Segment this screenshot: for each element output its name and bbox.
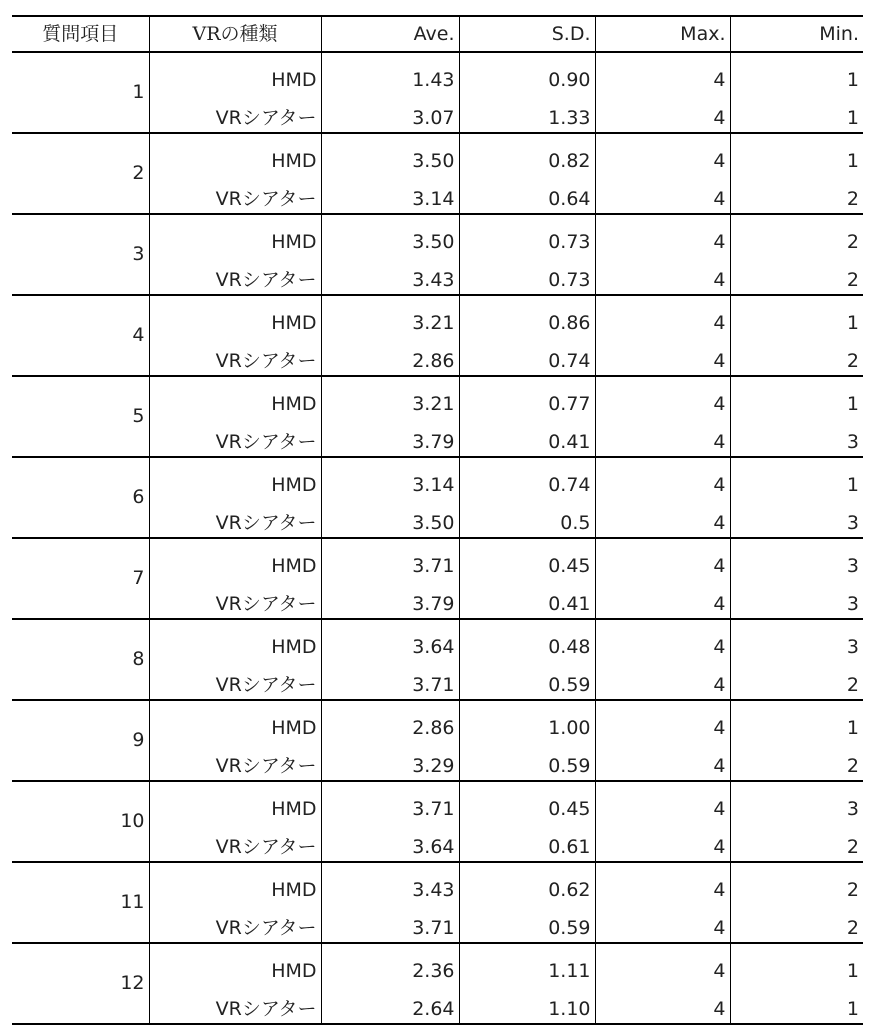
question-number: 4 — [12, 295, 149, 376]
cell-sd: 0.59 — [459, 658, 595, 700]
question-number: 10 — [12, 781, 149, 862]
cell-ave: 1.43 — [321, 52, 459, 91]
cell-min: 1 — [730, 91, 863, 133]
cell-vr-type: HMD — [149, 52, 321, 91]
cell-min: 3 — [846, 798, 859, 820]
cell-vr-type: HMD — [149, 295, 321, 334]
cell-vr-type: HMD — [149, 619, 321, 658]
cell-vr-type: VRシアター — [149, 982, 321, 1024]
cell-min: 2 — [730, 253, 863, 295]
cell-max: 4 — [595, 538, 730, 577]
header-vr-type: VRの種類 — [149, 16, 321, 52]
cell-max: 4 — [595, 214, 730, 253]
table-row — [12, 52, 863, 91]
cell-max: 4 — [595, 133, 730, 172]
cell-max: 4 — [595, 658, 730, 700]
cell-min: 1 — [846, 960, 859, 982]
cell-sd: 0.45 — [459, 781, 595, 820]
cell-ave: 3.14 — [321, 172, 459, 214]
results-table-container — [12, 15, 863, 1025]
cell-min: 2 — [846, 231, 859, 253]
cell-sd: 0.82 — [459, 133, 595, 172]
cell-max: 4 — [595, 943, 730, 982]
cell-min: 3 — [846, 555, 859, 577]
cell-max: 4 — [595, 295, 730, 334]
cell-ave: 3.21 — [321, 376, 459, 415]
cell-vr-type: VRシアター — [149, 172, 321, 214]
table-row — [12, 538, 863, 577]
question-number: 2 — [12, 133, 149, 214]
question-number: 11 — [12, 862, 149, 943]
header-max: Max. — [595, 16, 730, 52]
cell-ave: 3.79 — [321, 415, 459, 457]
cell-max: 4 — [595, 172, 730, 214]
table-row — [12, 700, 863, 739]
cell-max: 4 — [595, 496, 730, 538]
cell-vr-type: HMD — [149, 376, 321, 415]
cell-min: 1 — [846, 717, 859, 739]
cell-min: 1 — [846, 393, 859, 415]
cell-vr-type: VRシアター — [149, 820, 321, 862]
cell-max: 4 — [595, 820, 730, 862]
cell-vr-type: VRシアター — [149, 334, 321, 376]
table-row — [12, 457, 863, 496]
cell-max: 4 — [595, 781, 730, 820]
cell-max: 4 — [595, 415, 730, 457]
cell-min: 3 — [730, 496, 863, 538]
cell-ave: 3.14 — [321, 457, 459, 496]
cell-min: 2 — [846, 879, 859, 901]
question-number: 8 — [12, 619, 149, 700]
question-number: 6 — [12, 457, 149, 538]
cell-vr-type: VRシアター — [149, 253, 321, 295]
cell-min: 1 — [846, 69, 859, 91]
cell-ave: 2.86 — [321, 700, 459, 739]
cell-max: 4 — [595, 901, 730, 943]
cell-min: 1 — [846, 150, 859, 172]
cell-vr-type: HMD — [149, 943, 321, 982]
table-row — [12, 619, 863, 658]
cell-ave: 2.64 — [321, 982, 459, 1024]
header-sd: S.D. — [459, 16, 595, 52]
cell-vr-type: HMD — [149, 133, 321, 172]
question-number: 3 — [12, 214, 149, 295]
cell-ave: 3.07 — [321, 91, 459, 133]
header-ave: Ave. — [321, 16, 459, 52]
cell-min: 3 — [730, 415, 863, 457]
cell-max: 4 — [595, 253, 730, 295]
cell-sd: 0.74 — [459, 334, 595, 376]
cell-min: 3 — [846, 636, 859, 658]
cell-max: 4 — [595, 376, 730, 415]
cell-min: 2 — [730, 739, 863, 781]
cell-max: 4 — [595, 739, 730, 781]
cell-sd: 0.45 — [459, 538, 595, 577]
cell-sd: 0.59 — [459, 901, 595, 943]
cell-ave: 3.43 — [321, 253, 459, 295]
cell-ave: 3.79 — [321, 577, 459, 619]
cell-ave: 3.71 — [321, 538, 459, 577]
cell-max: 4 — [595, 457, 730, 496]
question-number: 12 — [12, 943, 149, 1024]
cell-sd: 0.62 — [459, 862, 595, 901]
table-row — [12, 781, 863, 820]
cell-ave: 3.21 — [321, 295, 459, 334]
header-min: Min. — [730, 16, 863, 52]
cell-ave: 3.29 — [321, 739, 459, 781]
table-row — [12, 862, 863, 901]
cell-max: 4 — [595, 334, 730, 376]
cell-ave: 3.64 — [321, 619, 459, 658]
cell-sd: 0.59 — [459, 739, 595, 781]
question-number: 1 — [12, 52, 149, 133]
table-row — [12, 943, 863, 982]
cell-sd: 0.73 — [459, 214, 595, 253]
cell-vr-type: VRシアター — [149, 91, 321, 133]
cell-min: 2 — [730, 901, 863, 943]
question-number: 9 — [12, 700, 149, 781]
cell-ave: 3.50 — [321, 214, 459, 253]
cell-vr-type: HMD — [149, 538, 321, 577]
cell-vr-type: HMD — [149, 457, 321, 496]
table-row — [12, 133, 863, 172]
cell-vr-type: VRシアター — [149, 658, 321, 700]
cell-sd: 0.5 — [459, 496, 595, 538]
cell-max: 4 — [595, 862, 730, 901]
cell-ave: 3.50 — [321, 496, 459, 538]
cell-sd: 0.41 — [459, 415, 595, 457]
results-table — [12, 15, 863, 1025]
cell-max: 4 — [595, 619, 730, 658]
cell-vr-type: HMD — [149, 781, 321, 820]
cell-min: 2 — [730, 820, 863, 862]
cell-sd: 0.73 — [459, 253, 595, 295]
cell-sd: 1.33 — [459, 91, 595, 133]
cell-ave: 3.64 — [321, 820, 459, 862]
table-row — [12, 214, 863, 253]
question-number: 5 — [12, 376, 149, 457]
question-number: 7 — [12, 538, 149, 619]
cell-vr-type: VRシアター — [149, 577, 321, 619]
cell-sd: 1.10 — [459, 982, 595, 1024]
cell-sd: 0.74 — [459, 457, 595, 496]
cell-vr-type: VRシアター — [149, 901, 321, 943]
cell-vr-type: VRシアター — [149, 496, 321, 538]
cell-vr-type: VRシアター — [149, 739, 321, 781]
cell-ave: 3.71 — [321, 901, 459, 943]
cell-sd: 0.48 — [459, 619, 595, 658]
cell-min: 1 — [730, 982, 863, 1024]
table-body — [12, 52, 863, 1024]
table-header-row — [12, 16, 863, 52]
cell-ave: 3.50 — [321, 133, 459, 172]
cell-sd: 0.86 — [459, 295, 595, 334]
cell-vr-type: HMD — [149, 214, 321, 253]
cell-ave: 3.43 — [321, 862, 459, 901]
cell-sd: 1.11 — [459, 943, 595, 982]
cell-max: 4 — [595, 52, 730, 91]
cell-ave: 2.86 — [321, 334, 459, 376]
cell-min: 2 — [730, 172, 863, 214]
cell-ave: 3.71 — [321, 658, 459, 700]
cell-max: 4 — [595, 700, 730, 739]
cell-sd: 1.00 — [459, 700, 595, 739]
cell-ave: 3.71 — [321, 781, 459, 820]
cell-min: 2 — [730, 334, 863, 376]
table-row — [12, 295, 863, 334]
cell-max: 4 — [595, 982, 730, 1024]
cell-sd: 0.90 — [459, 52, 595, 91]
cell-sd: 0.61 — [459, 820, 595, 862]
cell-vr-type: HMD — [149, 862, 321, 901]
cell-vr-type: HMD — [149, 700, 321, 739]
cell-sd: 0.77 — [459, 376, 595, 415]
cell-max: 4 — [595, 577, 730, 619]
cell-min: 1 — [846, 312, 859, 334]
table-row — [12, 376, 863, 415]
cell-min: 1 — [846, 474, 859, 496]
cell-sd: 0.41 — [459, 577, 595, 619]
cell-max: 4 — [595, 91, 730, 133]
cell-vr-type: VRシアター — [149, 415, 321, 457]
cell-sd: 0.64 — [459, 172, 595, 214]
cell-min: 3 — [730, 577, 863, 619]
cell-min: 2 — [730, 658, 863, 700]
cell-ave: 2.36 — [321, 943, 459, 982]
header-question: 質問項目 — [12, 16, 149, 52]
